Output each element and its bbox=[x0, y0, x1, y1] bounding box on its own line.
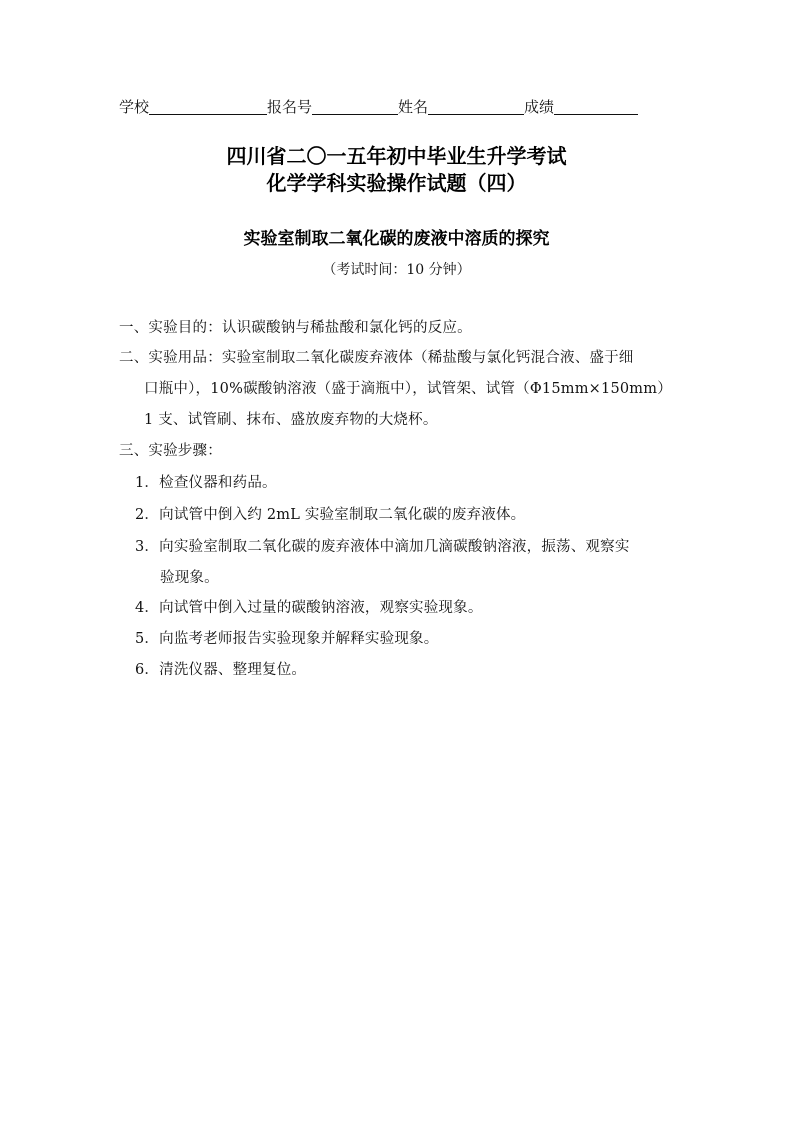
step-3-line1: 3．向实验室制取二氧化碳的废弃液体中滴加几滴碳酸钠溶液，振荡、观察实 bbox=[135, 539, 630, 555]
step-5: 5．向监考老师报告实验现象并解释实验现象。 bbox=[135, 631, 439, 647]
school-blank bbox=[149, 98, 267, 115]
exam-time: （考试时间：10 分钟） bbox=[322, 262, 471, 278]
candidate-info-line bbox=[119, 97, 638, 117]
name-label: 姓名 bbox=[398, 98, 429, 116]
exam-title: 四川省二〇一五年初中毕业生升学考试 bbox=[226, 144, 567, 168]
step-2: 2．向试管中倒入约 2mL 实验室制取二氧化碳的废弃液体。 bbox=[135, 507, 526, 523]
steps-heading: 三、实验步骤： bbox=[119, 443, 222, 459]
exam-subtitle: 化学学科实验操作试题（四） bbox=[266, 171, 527, 195]
materials-text-line1: 二、实验用品：实验室制取二氧化碳废弃液体（稀盐酸与氯化钙混合液、盛于细 bbox=[119, 350, 634, 366]
materials-text-line2: 口瓶中），10%碳酸钠溶液（盛于滴瓶中），试管架、试管（Φ15mm×150mm） bbox=[144, 381, 672, 397]
experiment-title: 实验室制取二氧化碳的废液中溶质的探究 bbox=[243, 229, 550, 249]
score-blank bbox=[554, 98, 638, 115]
step-3-line2: 验现象。 bbox=[160, 570, 219, 586]
name-blank bbox=[428, 98, 524, 115]
purpose-text: 一、实验目的：认识碳酸钠与稀盐酸和氯化钙的反应。 bbox=[119, 320, 472, 336]
step-4: 4．向试管中倒入过量的碳酸钠溶液，观察实验现象。 bbox=[135, 600, 483, 616]
materials-text-line3: 1 支、试管刷、抹布、盛放废弃物的大烧杯。 bbox=[144, 412, 438, 428]
registration-blank bbox=[312, 98, 398, 115]
school-label: 学校 bbox=[119, 98, 150, 116]
step-6: 6．清洗仪器、整理复位。 bbox=[135, 662, 307, 678]
step-1: 1．检查仪器和药品。 bbox=[135, 475, 277, 491]
registration-label: 报名号 bbox=[267, 98, 313, 116]
score-label: 成绩 bbox=[524, 98, 555, 116]
